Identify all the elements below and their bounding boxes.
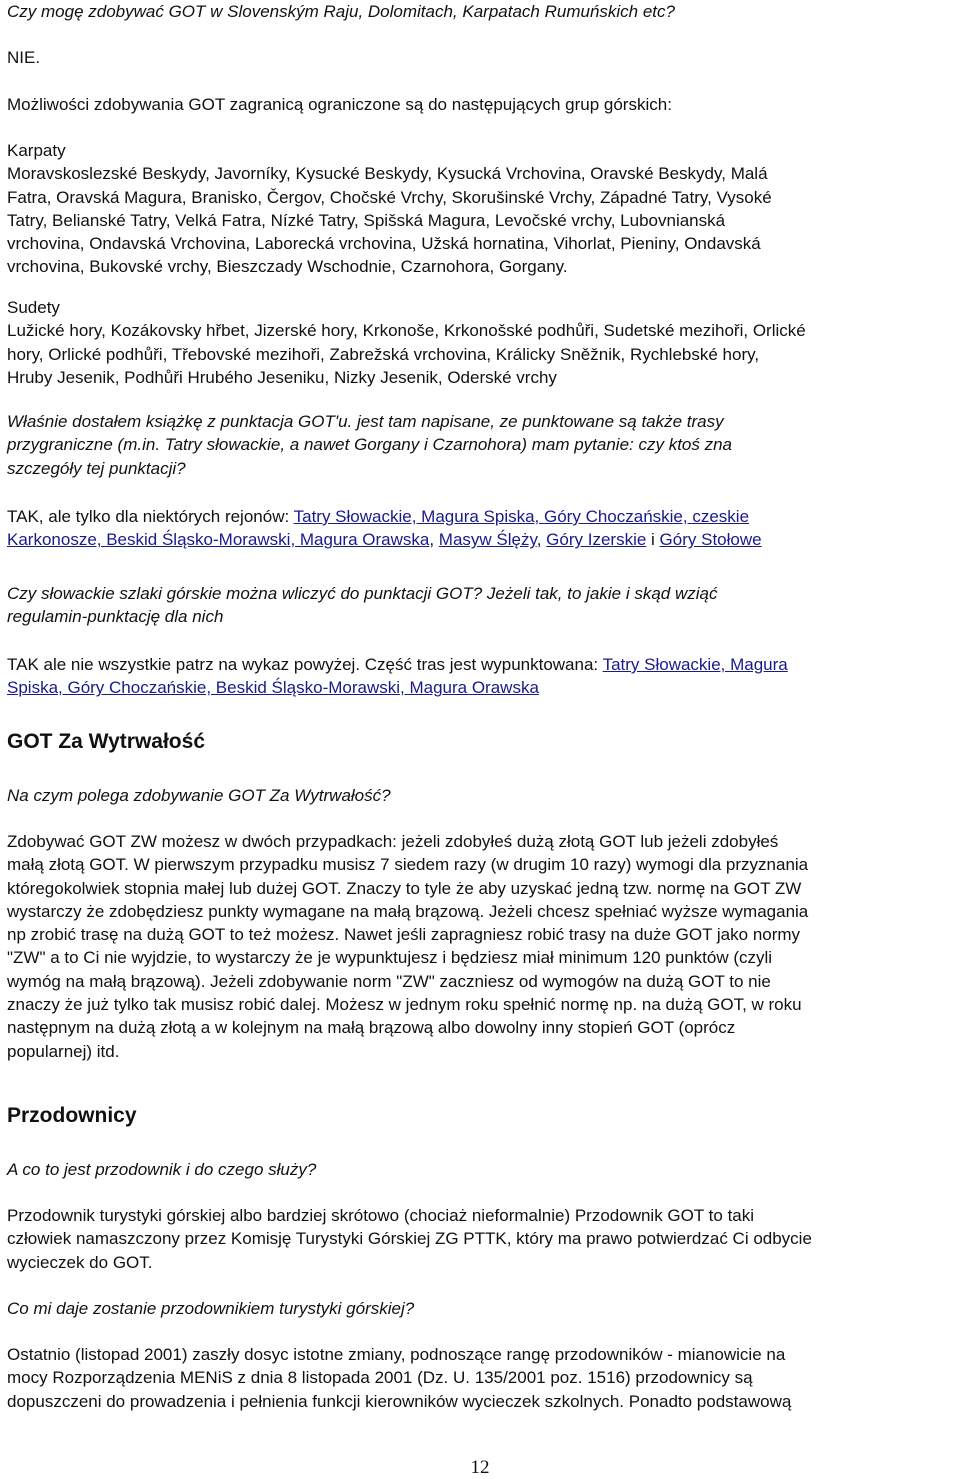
answer-lead-text: TAK, ale tylko dla niektórych rejonów: bbox=[7, 507, 294, 526]
faq-answer-no: NIE. bbox=[7, 48, 41, 67]
heading-got-za-wytrwalosc: GOT Za Wytrwałość bbox=[7, 730, 205, 753]
question-line: szczegóły tej punktacji? bbox=[7, 458, 186, 478]
answer-przodownik-benefits bbox=[7, 1343, 955, 1413]
karpaty-line: Tatry, Belianské Tatry, Velká Fatra, Nízké Tatry, Spišská Magura, Levočské vrchy, Lubovnianská bbox=[7, 210, 726, 230]
link-karkonosze-magura-orawska[interactable]: Karkonosze, Beskid Śląsko-Morawski, Magura Orawska bbox=[7, 530, 430, 550]
answer-regions-links bbox=[7, 505, 955, 552]
paragraph-line: dopuszczeni do prowadzenia i pełnienia funkcji kierowników wycieczek szkolnych. Ponadto podstawową bbox=[7, 1391, 792, 1411]
answer-slovak-trails bbox=[7, 653, 955, 700]
question-got-zw: Na czym polega zdobywanie GOT Za Wytrwałość? bbox=[7, 786, 391, 805]
karpaty-line: vrchovina, Ondavská Vrchovina, Laborecká vrchovina, Užská hornatina, Vihorlat, Pieniny, Ondavská bbox=[7, 234, 761, 254]
paragraph-line: małą złotą GOT. W pierwszym przypadku musisz 7 siedem razy (w drugim 10 razy) wymogi dla przyznania bbox=[7, 855, 809, 875]
paragraph-line: mocy Rozporządzenia MENiS z dnia 8 listopada 2001 (Dz. U. 135/2001 poz. 1516) przodownicy są bbox=[7, 1368, 753, 1388]
paragraph-line: "ZW" a to Ci nie wyjdzie, to wystarczy że je wypunktujesz i będziesz miał minimum 120 punktów (czyli bbox=[7, 948, 773, 968]
sudety-section bbox=[7, 296, 955, 389]
question-przodownik: A co to jest przodownik i do czego służy? bbox=[7, 1160, 317, 1179]
question-line: przygraniczne (m.in. Tatry słowackie, a nawet Gorgany i Czarnohora) mam pytanie: czy ktoś zna bbox=[7, 435, 732, 455]
answer-przodownik bbox=[7, 1204, 955, 1274]
link-gory-izerskie[interactable]: Góry Izerskie bbox=[546, 530, 647, 550]
answer-got-zw bbox=[7, 830, 955, 1063]
question-line: regulamin-punktację dla nich bbox=[7, 607, 224, 627]
faq-question-regions: Czy mogę zdobywać GOT w Slovenským Raju, Dolomitach, Karpatach Rumuńskich etc? bbox=[7, 2, 675, 21]
sudety-line: Lužické hory, Kozákovsky hřbet, Jizerské hory, Krkonoše, Krkonošské podhůři, Sudetské mezihoři, Orlické bbox=[7, 321, 806, 341]
separator-text: , bbox=[536, 530, 547, 550]
paragraph-line: któregokolwiek stopnia małej lub dużej GOT. Znaczy to tyle że aby uzyskać jedną tzw. normę na GOT ZW bbox=[7, 878, 802, 898]
question-border-trails bbox=[7, 410, 955, 480]
paragraph-line: wymóg na małą brązową). Jeżeli zdobywanie norm "ZW" zaczniesz od wymogów na dużą GOT to nie bbox=[7, 971, 771, 991]
paragraph-line: Zdobywać GOT ZW możesz w dwóch przypadkach: jeżeli zdobyłeś dużą złotą GOT lub jeżeli zdobyłeś bbox=[7, 832, 779, 851]
karpaty-section bbox=[7, 139, 955, 279]
link-masyw-slezy[interactable]: Masyw Ślęży bbox=[438, 530, 537, 550]
answer-lead-text: TAK ale nie wszystkie patrz na wykaz powyżej. Część tras jest wypunktowana: bbox=[7, 655, 603, 674]
heading-przodownicy: Przodownicy bbox=[7, 1104, 137, 1127]
question-line: Właśnie dostałem książkę z punktacja GOT'u. jest tam napisane, ze punktowane są także trasy bbox=[7, 412, 724, 431]
karpaty-line: Fatra, Oravská Magura, Branisko, Čergov, Chočské Vrchy, Skorušinské Vrchy, Západné Tatry, Vysoké bbox=[7, 187, 772, 207]
link-tatry-slowackie[interactable]: Tatry Słowackie, Magura Spiska, Góry Choczańskie, czeskie bbox=[293, 507, 750, 526]
karpaty-line: Moravskoslezské Beskydy, Javorníky, Kysucké Beskydy, Kysucká Vrchovina, Oravské Beskydy, Malá bbox=[7, 164, 768, 184]
sudety-line: Hruby Jesenik, Podhůři Hrubého Jeseniku, Nizky Jesenik, Oderské vrchy bbox=[7, 367, 557, 387]
link-spiska-orawska[interactable]: Spiska, Góry Choczańskie, Beskid Śląsko-Morawski, Magura Orawska bbox=[7, 678, 539, 698]
karpaty-line: vrchovina, Bukovské vrchy, Bieszczady Wschodnie, Czarnohora, Gorgany. bbox=[7, 257, 568, 277]
intro-paragraph: Możliwości zdobywania GOT zagranicą ograniczone są do następujących grup górskich: bbox=[7, 95, 672, 114]
sudety-title: Sudety bbox=[7, 298, 60, 317]
paragraph-line: znaczy że już tylko tak musisz robić dalej. Możesz w jednym roku spełnić normę np. na dużą GOT, w roku bbox=[7, 995, 802, 1015]
paragraph-line: Przodownik turystyki górskiej albo bardziej skrótowo (chociaż nieformalnie) Przodownik GOT to taki bbox=[7, 1206, 755, 1225]
paragraph-line: człowiek namaszczony przez Komisję Turystyki Górskiej ZG PTTK, który ma prawo potwierdzać Ci odbycie bbox=[7, 1229, 812, 1249]
link-tatry-slowackie-magura[interactable]: Tatry Słowackie, Magura bbox=[602, 655, 788, 674]
page-number: 12 bbox=[470, 1457, 490, 1478]
paragraph-line: wycieczek do GOT. bbox=[7, 1252, 153, 1272]
question-slovak-trails bbox=[7, 582, 955, 629]
paragraph-line: wystarczy że zdobędziesz punkty wymagane na małą brązową. Jeżeli chcesz spełniać wyższe wymagania bbox=[7, 901, 809, 921]
sudety-line: hory, Orlické podhůři, Třebovské mezihoři, Zabrežská vrchovina, Králicky Sněžnik, Rychlebské hory, bbox=[7, 344, 760, 364]
paragraph-line: Ostatnio (listopad 2001) zaszły dosyc istotne zmiany, podnoszące rangę przodowników - mianowicie na bbox=[7, 1345, 786, 1364]
paragraph-line: np zrobić trasę na dużą GOT to też możesz. Nawet jeśli zapragniesz robić trasy na duże GOT jako normy bbox=[7, 925, 801, 945]
separator-text: i bbox=[646, 530, 660, 550]
question-przodownik-benefits: Co mi daje zostanie przodownikiem turystyki górskiej? bbox=[7, 1299, 415, 1318]
link-gory-stolowe[interactable]: Góry Stołowe bbox=[659, 530, 762, 550]
paragraph-line: następnym na dużą złotą a w kolejnym na małą brązową albo dowolny inny stopień GOT (oprócz bbox=[7, 1018, 736, 1038]
question-line: Czy słowackie szlaki górskie można wliczyć do punktacji GOT? Jeżeli tak, to jakie i skąd wziąć bbox=[7, 584, 718, 603]
separator-text: , bbox=[429, 530, 439, 550]
paragraph-line: popularnej) itd. bbox=[7, 1041, 120, 1061]
karpaty-title: Karpaty bbox=[7, 141, 66, 160]
